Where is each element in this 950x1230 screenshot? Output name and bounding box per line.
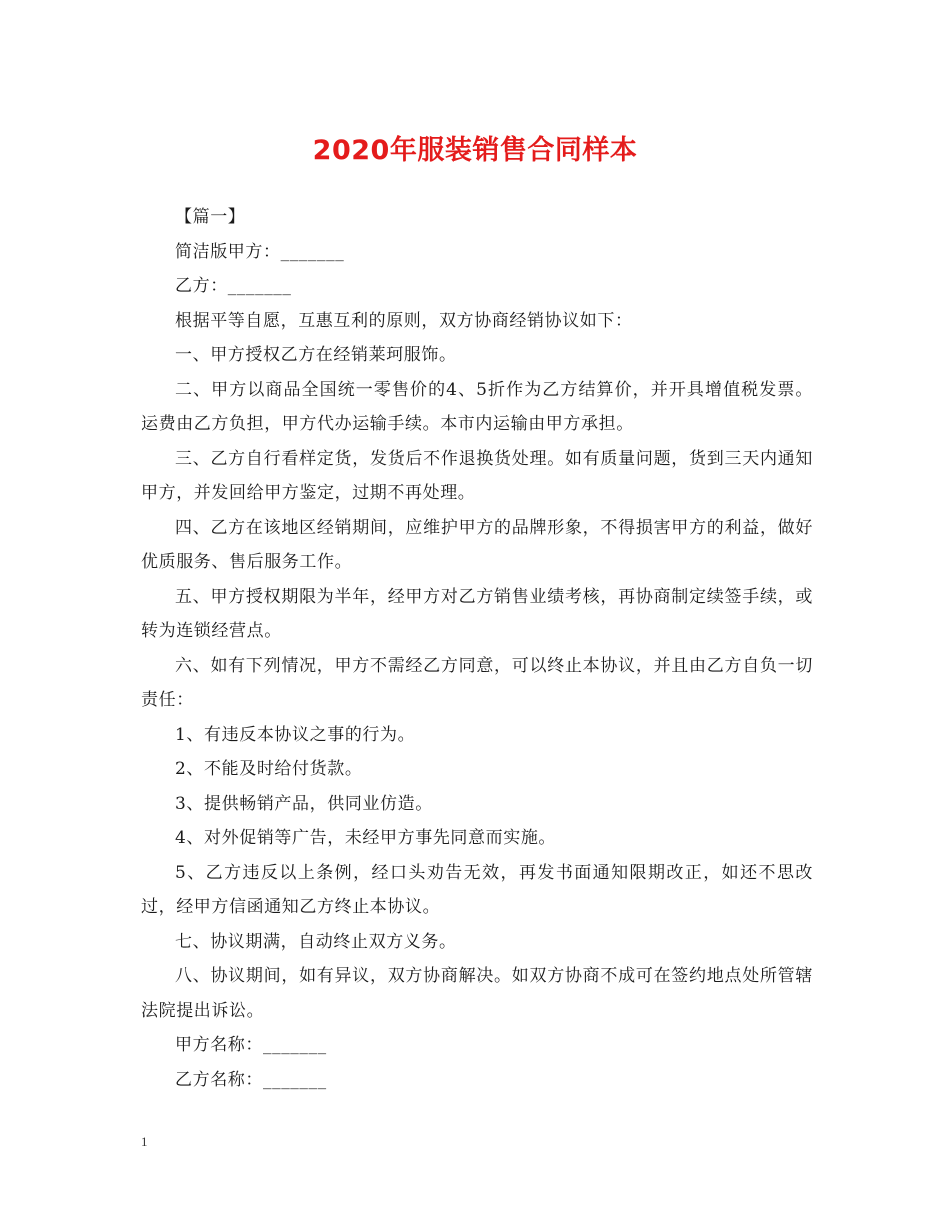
sub-item-3: 3、提供畅销产品，供同业仿造。 xyxy=(175,793,433,814)
page-number: 1 xyxy=(141,1134,148,1149)
sub-item-4: 4、对外促销等广告，未经甲方事先同意而实施。 xyxy=(175,828,557,848)
clause-3: 三、乙方自行看样定货，发货后不作退换货处理。如有质量问题，货到三天内通知甲方，并发回给甲方鉴定，过期不再处理。 xyxy=(141,448,813,503)
clause-4: 四、乙方在该地区经销期间，应维护甲方的品牌形象，不得损害甲方的利益，做好优质服务、售后服务工作。 xyxy=(141,517,813,572)
clause-6: 六、如有下列情况，甲方不需经乙方同意，可以终止本协议，并且由乙方自负一切责任： xyxy=(141,655,813,710)
party-a-name-line: 甲方名称：_______ xyxy=(175,1035,327,1055)
party-b-name-line: 乙方名称：_______ xyxy=(175,1069,327,1090)
sub-item-2: 2、不能及时给付货款。 xyxy=(175,759,363,779)
clause-5: 五、甲方授权期限为半年，经甲方对乙方销售业绩考核，再协商制定续签手续，或转为连锁经营点。 xyxy=(141,586,813,641)
sub-item-5: 5、乙方违反以上条例，经口头劝告无效，再发书面通知限期改正，如还不思改过，经甲方信函通知乙方终止本协议。 xyxy=(141,862,813,917)
section-heading: 【篇一】 xyxy=(175,207,246,227)
clause-2: 二、甲方以商品全国统一零售价的4、5折作为乙方结算价，并开具增值税发票。运费由乙方负担，甲方代办运输手续。本市内运输由甲方承担。 xyxy=(141,379,813,434)
document-body xyxy=(141,200,813,1097)
sub-item-1: 1、有违反本协议之事的行为。 xyxy=(175,724,416,745)
preamble-paragraph: 根据平等自愿，互惠互利的原则，双方协商经销协议如下： xyxy=(175,310,633,331)
party-b-line: 乙方：_______ xyxy=(175,276,292,296)
clause-1: 一、甲方授权乙方在经销莱珂服饰。 xyxy=(175,345,457,365)
party-a-line: 简洁版甲方：_______ xyxy=(175,241,345,262)
clause-8: 八、协议期间，如有异议，双方协商解决。如双方协商不成可在签约地点处所管辖法院提出诉讼。 xyxy=(141,966,813,1021)
clause-7: 七、协议期满，自动终止双方义务。 xyxy=(175,931,457,952)
page-title: 2020年服装销售合同样本 xyxy=(312,135,638,166)
